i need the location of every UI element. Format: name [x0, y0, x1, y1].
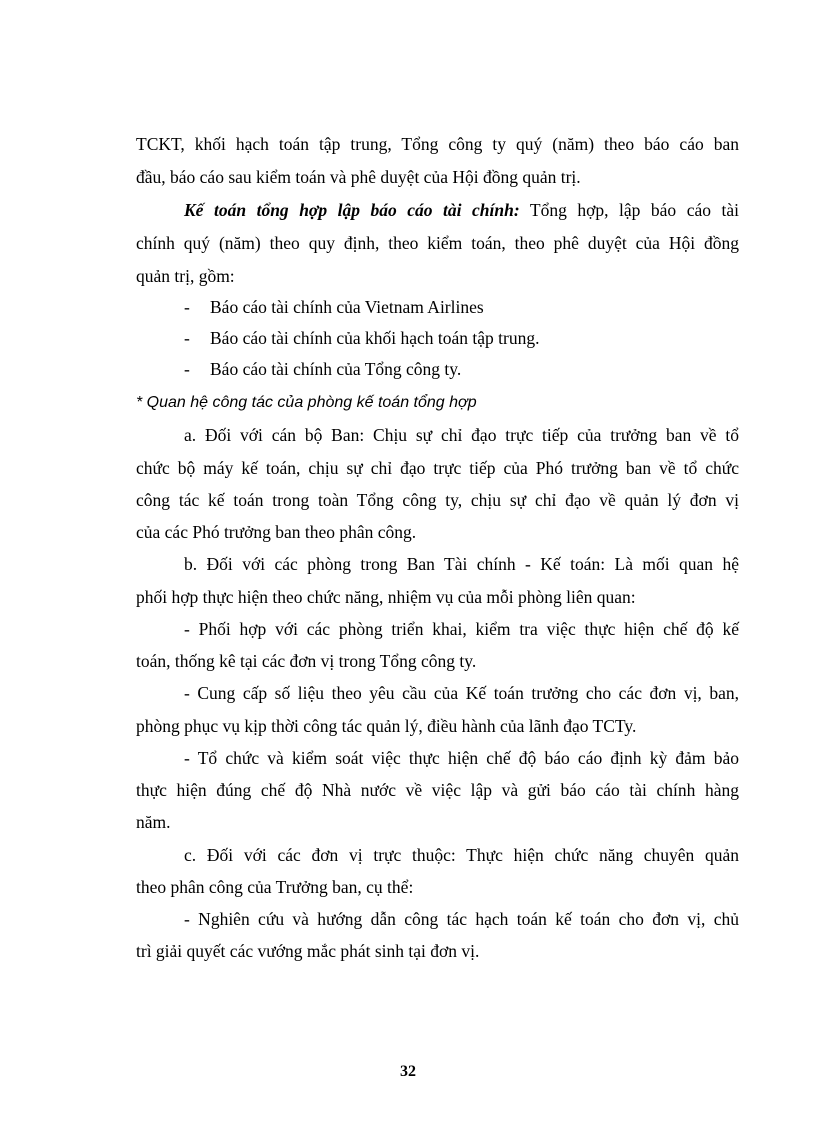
paragraph-line: [184, 199, 739, 221]
paragraph-line: chính quý (năm) theo quy định, theo kiểm toán, theo phê duyệt của Hội đồng: [136, 233, 739, 253]
paragraph-line: trì giải quyết các vướng mắc phát sinh tại đơn vị.: [136, 941, 480, 961]
paragraph-line: - Tổ chức và kiểm soát việc thực hiện chế độ báo cáo định kỳ đảm bảo: [184, 748, 739, 768]
paragraph-line: - Cung cấp số liệu theo yêu cầu của Kế toán trưởng cho các đơn vị, ban,: [184, 683, 739, 703]
paragraph-line: toán, thống kê tại các đơn vị trong Tổng công ty.: [136, 651, 477, 671]
paragraph-line: quản trị, gồm:: [136, 266, 235, 286]
paragraph-line: - Phối hợp với các phòng triển khai, kiểm tra việc thực hiện chế độ kế: [184, 619, 739, 639]
bullet-mark: -: [184, 359, 190, 379]
paragraph-line: theo phân công của Trưởng ban, cụ thể:: [136, 877, 414, 897]
paragraph-line: công tác kế toán trong toàn Tổng công ty, chịu sự chỉ đạo về quản lý đơn vị: [136, 490, 739, 510]
page-number: 32: [400, 1063, 416, 1080]
paragraph-line: thực hiện đúng chế độ Nhà nước về việc lập và gửi báo cáo tài chính hàng: [136, 780, 739, 800]
paragraph-line: b. Đối với các phòng trong Ban Tài chính - Kế toán: Là mối quan hệ: [184, 554, 739, 574]
list-item: Báo cáo tài chính của Tổng công ty.: [210, 359, 462, 379]
paragraph-line: a. Đối với cán bộ Ban: Chịu sự chỉ đạo trực tiếp của trưởng ban về tổ: [184, 425, 739, 445]
paragraph-line: của các Phó trưởng ban theo phân công.: [136, 522, 417, 542]
bullet-mark: -: [184, 297, 190, 317]
section-heading: Kế toán tổng hợp lập báo cáo tài chính:: [184, 200, 520, 220]
paragraph-line: phòng phục vụ kịp thời công tác quản lý, điều hành của lãnh đạo TCTy.: [136, 716, 637, 736]
subsection-title: * Quan hệ công tác của phòng kế toán tổng hợp: [136, 394, 477, 411]
paragraph-line: c. Đối với các đơn vị trực thuộc: Thực hiện chức năng chuyên quản: [184, 845, 739, 865]
paragraph-line: đầu, báo cáo sau kiểm toán và phê duyệt của Hội đồng quản trị.: [136, 167, 581, 187]
paragraph-line: - Nghiên cứu và hướng dẫn công tác hạch toán kế toán cho đơn vị, chủ: [184, 909, 739, 929]
paragraph-text: Tổng hợp, lập báo cáo tài: [519, 200, 739, 220]
bullet-mark: -: [184, 328, 190, 348]
paragraph-line: năm.: [136, 812, 171, 832]
paragraph-line: TCKT, khối hạch toán tập trung, Tổng công ty quý (năm) theo báo cáo ban: [136, 134, 739, 154]
paragraph-line: chức bộ máy kế toán, chịu sự chỉ đạo trực tiếp của Phó trưởng ban về tổ chức: [136, 458, 739, 478]
paragraph-line: phối hợp thực hiện theo chức năng, nhiệm vụ của mỗi phòng liên quan:: [136, 587, 636, 607]
list-item: Báo cáo tài chính của khối hạch toán tập trung.: [210, 328, 540, 348]
list-item: Báo cáo tài chính của Vietnam Airlines: [210, 297, 484, 317]
